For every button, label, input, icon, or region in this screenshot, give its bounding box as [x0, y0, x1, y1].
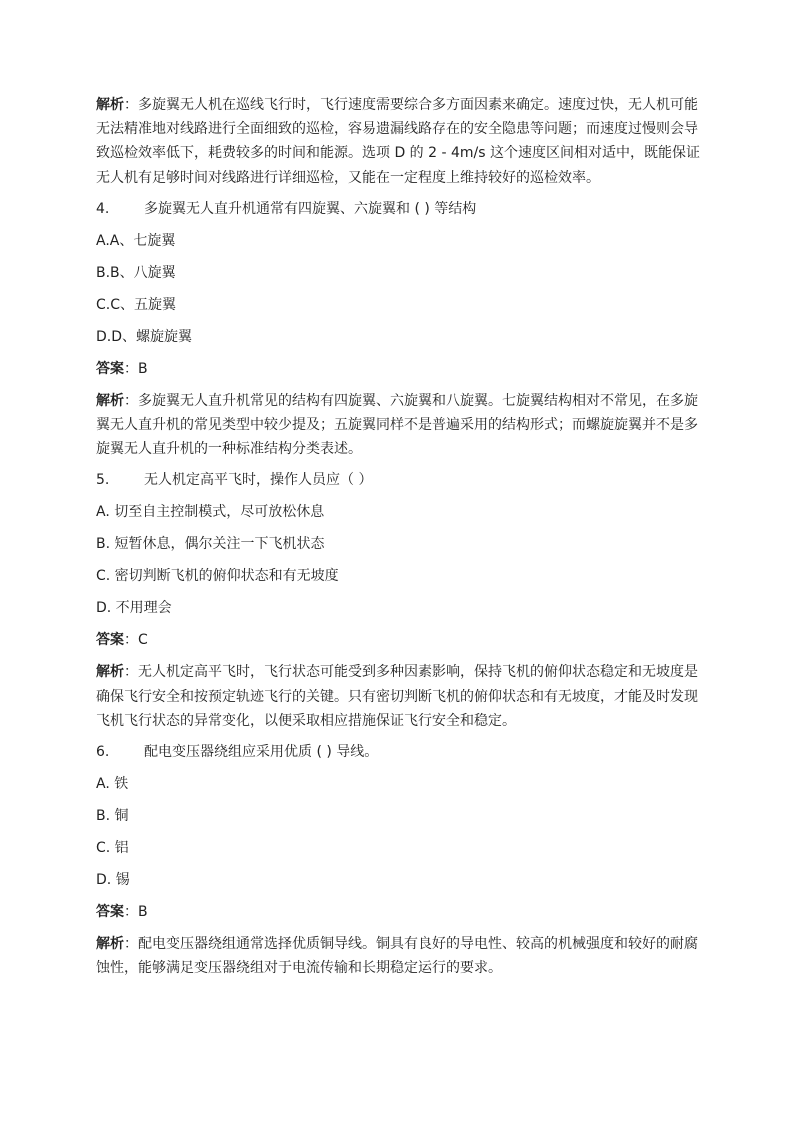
- answer-value: B: [138, 904, 148, 921]
- question-4: [96, 197, 700, 221]
- analysis-paragraph: 解析：配电变压器绕组通常选择优质铜导线。铜具有良好的导电性、较高的机械强度和较好的耐腐蚀性，能够满足变压器绕组对于电流传输和长期稳定运行的要求。: [96, 936, 698, 977]
- option-b: B. 铜: [96, 808, 129, 825]
- analysis-text: 无人机定高平飞时，飞行状态可能受到多种因素影响，保持飞机的俯仰状态稳定和无坡度是确保飞行安全和按预定轨迹飞行的关键。只有密切判断飞机的俯仰状态和有无坡度，才能及时发现飞机飞行状态的异常变化，以便采取相应措施保证飞行安全和稳定。: [96, 664, 698, 729]
- option-d: D.D、螺旋旋翼: [96, 328, 193, 345]
- analysis-label: 解析: [96, 392, 124, 409]
- option-a: A.A、七旋翼: [96, 232, 176, 249]
- question-number: 6.: [96, 744, 110, 761]
- option-c: C. 密切判断飞机的俯仰状态和有无坡度: [96, 568, 339, 585]
- answer-value: C: [138, 632, 148, 649]
- option-c: C.C、五旋翼: [96, 296, 177, 313]
- analysis-paragraph: 解析：无人机定高平飞时，飞行状态可能受到多种因素影响，保持飞机的俯仰状态稳定和无坡度是确保飞行安全和按预定轨迹飞行的关键。只有密切判断飞机的俯仰状态和有无坡度，才能及时发现飞机飞行状态的异常变化，以便采取相应措施保证飞行安全和稳定。: [96, 664, 698, 729]
- option-a: A. 切至自主控制模式，尽可放松休息: [96, 504, 325, 521]
- answer-line: 答案：B: [96, 360, 148, 377]
- analysis-label: 解析: [96, 97, 124, 113]
- question-text: 多旋翼无人直升机通常有四旋翼、六旋翼和 ( ) 等结构: [144, 200, 477, 217]
- option-c: C. 铝: [96, 840, 129, 857]
- question-number: 4.: [96, 200, 110, 217]
- question-text: 无人机定高平飞时，操作人员应（ ）: [144, 472, 373, 489]
- answer-line: 答案：C: [96, 632, 148, 649]
- analysis-label: 解析: [96, 664, 124, 681]
- answer-label: 答案: [96, 904, 124, 921]
- option-d: D. 不用理会: [96, 600, 172, 617]
- answer-label: 答案: [96, 360, 124, 377]
- option-b: B. 短暂休息，偶尔关注一下飞机状态: [96, 536, 325, 553]
- answer-label: 答案: [96, 632, 124, 649]
- question-6: [96, 740, 700, 764]
- document-body: [96, 93, 700, 987]
- answer-value: B: [138, 360, 148, 377]
- option-d: D. 锡: [96, 872, 130, 889]
- option-b: B.B、八旋翼: [96, 264, 176, 281]
- analysis-text: 多旋翼无人机在巡线飞行时，飞行速度需要综合多方面因素来确定。速度过快，无人机可能无法精准地对线路进行全面细致的巡检，容易遗漏线路存在的安全隐患等问题；而速度过慢则会导致巡检效率低下，耗费较多的时间和能源。选项 D 的 2 - 4m/s 这个速度区间相对适中，既能保证无人机有足够时间对线路进行详细巡检，又能在一定程度上维持较好的巡检效率。: [96, 97, 700, 186]
- analysis-paragraph: 解析：多旋翼无人直升机常见的结构有四旋翼、六旋翼和八旋翼。七旋翼结构相对不常见，在多旋翼无人直升机的常见类型中较少提及；五旋翼同样不是普遍采用的结构形式；而螺旋旋翼并不是多旋翼无人直升机的一种标准结构分类表述。: [96, 392, 698, 458]
- question-text: 配电变压器绕组应采用优质 ( ) 导线。: [144, 744, 379, 761]
- analysis-label: 解析: [96, 936, 124, 953]
- analysis-paragraph-prev: 解析：多旋翼无人机在巡线飞行时，飞行速度需要综合多方面因素来确定。速度过快，无人机可能无法精准地对线路进行全面细致的巡检，容易遗漏线路存在的安全隐患等问题；而速度过慢则会导致巡检效率低下，耗费较多的时间和能源。选项 D 的 2 - 4m/s 这个速度区间相对适中，既能保证无人机有足够时间对线路进行详细巡检，又能在一定程度上维持较好的巡检效率。: [96, 97, 700, 186]
- question-5: [96, 468, 700, 492]
- analysis-text: 配电变压器绕组通常选择优质铜导线。铜具有良好的导电性、较高的机械强度和较好的耐腐蚀性，能够满足变压器绕组对于电流传输和长期稳定运行的要求。: [96, 936, 698, 977]
- question-number: 5.: [96, 472, 110, 489]
- analysis-text: 多旋翼无人直升机常见的结构有四旋翼、六旋翼和八旋翼。七旋翼结构相对不常见，在多旋翼无人直升机的常见类型中较少提及；五旋翼同样不是普遍采用的结构形式；而螺旋旋翼并不是多旋翼无人直升机的一种标准结构分类表述。: [96, 392, 698, 458]
- answer-line: 答案：B: [96, 904, 148, 921]
- option-a: A. 铁: [96, 776, 129, 793]
